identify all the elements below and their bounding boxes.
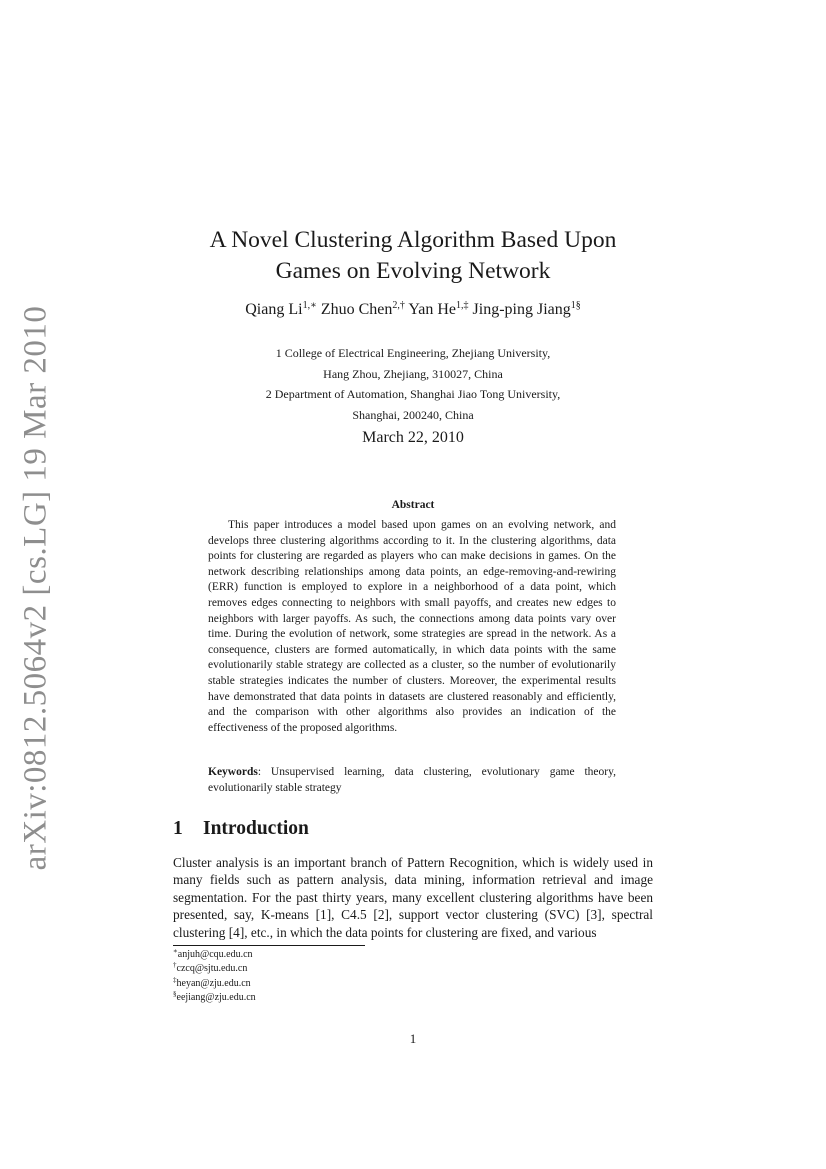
- keywords: [208, 765, 616, 796]
- affiliation-line: 1 College of Electrical Engineering, Zhejiang University,: [275, 346, 551, 360]
- footnote-mark: †: [173, 961, 177, 970]
- author-name: Jing-ping Jiang: [472, 301, 571, 318]
- paper-title-line-1: A Novel Clustering Algorithm Based Upon: [209, 227, 617, 253]
- introduction-body: Cluster analysis is an important branch of Pattern Recognition, which is widely used in many fields such as pattern analysis, data mining, information retrieval and image segmentation. For the past thirty years, many excellent clustering algorithms have been presented, say, K-means [1], C4.5 [2], support vector clustering (SVC) [3], spectral clustering [4], etc., in which the data points for clustering are fixed, and various: [173, 855, 653, 940]
- footnote-mark: ∗: [173, 947, 178, 955]
- author-name: Yan He: [408, 301, 457, 318]
- footnote-email: eejiang@zju.edu.cn: [176, 991, 256, 1003]
- footnote-email: czcq@sjtu.edu.cn: [176, 963, 248, 975]
- footnotes: [173, 948, 256, 1005]
- paper-title-line-2: Games on Evolving Network: [275, 258, 551, 284]
- footnote-mark: ‡: [173, 975, 177, 984]
- abstract-heading: Abstract: [391, 499, 435, 511]
- paper-date: March 22, 2010: [362, 429, 464, 446]
- footnote-email: heyan@zju.edu.cn: [176, 977, 251, 989]
- footnote: [173, 991, 256, 1005]
- author-name: Qiang Li: [245, 301, 303, 318]
- section-number: 1: [173, 818, 183, 839]
- footnote: [173, 948, 256, 962]
- section-heading: [173, 818, 309, 840]
- affiliation-line: Shanghai, 200240, China: [352, 407, 474, 422]
- footnote-divider: [173, 945, 365, 946]
- footnote: [173, 977, 256, 991]
- author-affiliation-mark: 1§: [570, 300, 581, 311]
- affiliation-line: Hang Zhou, Zhejiang, 310027, China: [323, 366, 503, 381]
- arxiv-stamp-text: arXiv:0812.5064v2 [cs.LG] 19 Mar 2010: [17, 305, 54, 871]
- footnote-email: anjuh@cqu.edu.cn: [177, 949, 253, 960]
- affiliation-line: 2 Department of Automation, Shanghai Jiao Tong University,: [265, 387, 561, 401]
- author-affiliation-mark: 1,∗: [302, 300, 317, 311]
- author-affiliation-mark: 1,‡: [456, 300, 469, 311]
- abstract-body: This paper introduces a model based upon games on an evolving network, and develops three clustering algorithms according to it. In the clustering algorithms, data points for clustering are regarded as players who can make decisions in games. On the network describing relationships among data points, an edge-removing-and-rewiring (ERR) function is employed to explore in a neighborhood of a data point, which removes edges connecting to neighbors with small payoffs, and creates new edges to neighbors with larger payoffs. As such, the connections among data points vary over time. During the evolution of network, some strategies are spread in the network. As a consequence, clusters are formed automatically, in which data points with the same evolutionarily stable strategy are collected as a cluster, so the number of evolutionarily stable strategies indicates the number of clusters. Moreover, the experimental results have demonstrated that data points in datasets are clustered reasonably and efficiently, and the comparison with other algorithms also provides an indication of the effectiveness of the proposed algorithms.: [208, 519, 616, 734]
- section-title: Introduction: [203, 818, 309, 839]
- author-name: Zhuo Chen: [320, 301, 393, 318]
- keywords-label: Keywords: [208, 766, 258, 778]
- author-list: [150, 301, 676, 319]
- affiliations: [150, 343, 676, 425]
- page-number: 1: [409, 1031, 417, 1046]
- footnote: [173, 962, 256, 976]
- author-affiliation-mark: 2,†: [392, 300, 405, 311]
- paper-title: [150, 225, 676, 287]
- keywords-text: : Unsupervised learning, data clustering, evolutionary game theory, evolutionarily stable strategy: [208, 766, 616, 794]
- footnote-mark: §: [173, 989, 177, 998]
